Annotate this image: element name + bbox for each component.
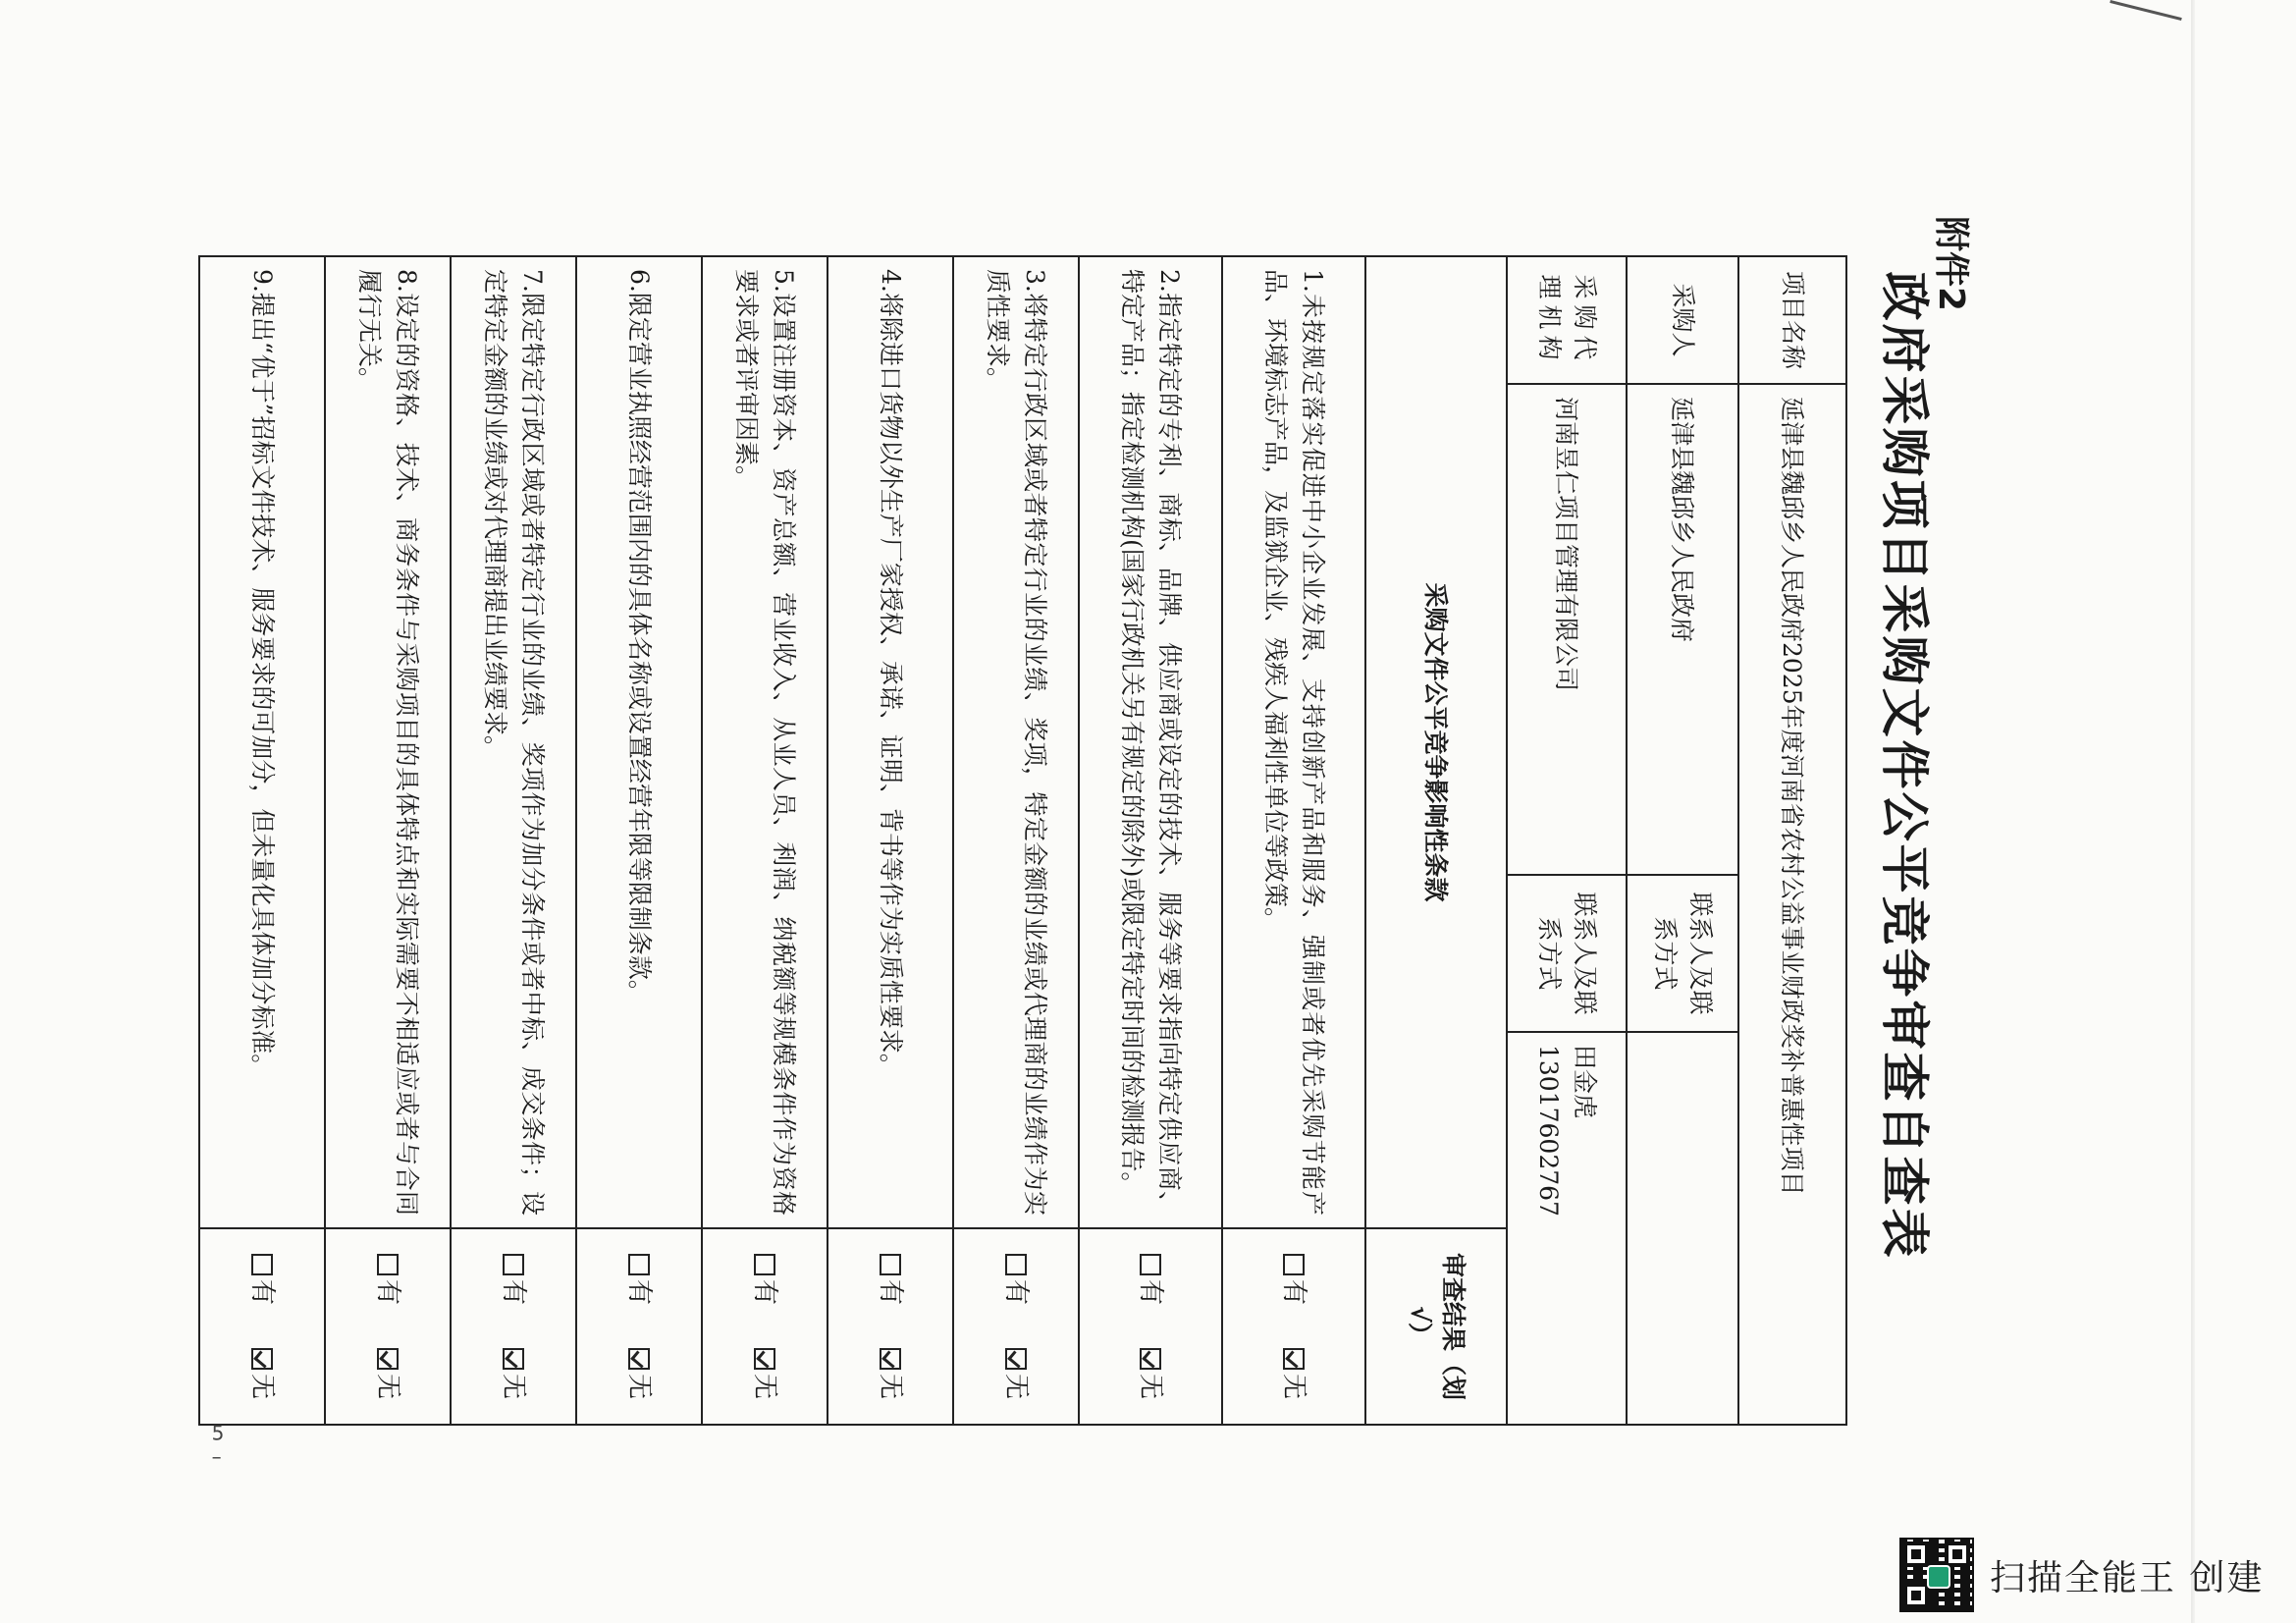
row-agency (1507, 256, 1627, 1425)
clause-result (1222, 1228, 1365, 1425)
option-no-label: 无 (499, 1374, 529, 1400)
scan-edge (2191, 0, 2195, 1623)
clause-list (199, 256, 1365, 1425)
agency-contact-label: 联系人及联系方式 (1507, 875, 1627, 1032)
row-project-name (1738, 256, 1846, 1425)
scan-mark (2103, 0, 2182, 49)
option-yes-label: 有 (1136, 1279, 1166, 1306)
checkbox-yes[interactable] (252, 1254, 274, 1275)
attachment-label: 附件2 (1931, 216, 1971, 312)
option-yes-label: 有 (247, 1279, 278, 1306)
checkbox-no[interactable] (1141, 1348, 1162, 1370)
checkbox-yes[interactable] (1006, 1254, 1028, 1275)
result-header: 审查结果（划√） (1365, 1228, 1507, 1425)
clause-row (828, 256, 953, 1425)
checkbox-yes[interactable] (629, 1254, 651, 1275)
clause-row (1222, 256, 1365, 1425)
option-yes-label: 有 (373, 1279, 403, 1306)
page-number: 5 – (211, 1421, 225, 1469)
option-yes-label: 有 (750, 1279, 780, 1306)
clause-text: 8.设定的资格、技术、商务条件与采购项目的具体特点和实际需要不相适应或者与合同履行无关。 (325, 256, 451, 1228)
checkbox-yes[interactable] (1141, 1254, 1162, 1275)
option-no-label: 无 (750, 1374, 780, 1400)
clause-result (576, 1228, 702, 1425)
checkbox-yes[interactable] (504, 1254, 525, 1275)
clause-result (953, 1228, 1079, 1425)
purchaser-contact-value (1627, 1032, 1738, 1425)
checkbox-no[interactable] (629, 1348, 651, 1370)
qr-code-icon (1899, 1538, 1974, 1612)
checkbox-no[interactable] (378, 1348, 400, 1370)
clause-row (1079, 256, 1222, 1425)
checkbox-no[interactable] (1006, 1348, 1028, 1370)
clause-text: 5.设置注册资本、资产总额、营业收入、从业人员、利润、纳税额等规模条件作为资格要求或者评审因素。 (702, 256, 828, 1228)
checkbox-no[interactable] (1284, 1348, 1306, 1370)
clause-text: 7.限定特定行政区域或者特定行业的业绩、奖项作为加分条件或者中标、成交条件；设定特定金额的业绩或对代理商提出业绩要求。 (451, 256, 576, 1228)
clause-result (702, 1228, 828, 1425)
purchaser-contact-label: 联系人及联系方式 (1627, 875, 1738, 1032)
option-yes-label: 有 (1001, 1279, 1032, 1306)
rotated-document (153, 216, 1979, 1469)
project-name-label: 项目名称 (1738, 256, 1846, 384)
option-no-label: 无 (624, 1374, 655, 1400)
checkbox-yes[interactable] (755, 1254, 776, 1275)
clause-text: 4.将除进口货物以外生产厂家授权、承诺、证明、背书等作为实质性要求。 (828, 256, 953, 1228)
agency-contact-value (1507, 1032, 1627, 1425)
purchaser-label: 采购人 (1627, 256, 1738, 384)
document-title: 政府采购项目采购文件公平竞争审查自查表 (1876, 271, 1933, 1261)
watermark-text: 扫描全能王 创建 (1990, 1557, 2265, 1598)
clause-row (199, 256, 325, 1425)
clause-text: 1.未按规定落实促进中小企业发展、支持创新产品和服务、强制或者优先采购节能产品、环境标志产品，及监狱企业、残疾人福利性单位等政策。 (1222, 256, 1365, 1228)
clause-row (953, 256, 1079, 1425)
section-header: 采购文件公平竞争影响性条款 (1365, 256, 1507, 1228)
clause-row (702, 256, 828, 1425)
option-yes-label: 有 (499, 1279, 529, 1306)
project-name-value: 延津县魏邱乡人民政府2025年度河南省农村公益事业财政奖补普惠性项目 (1738, 384, 1846, 1425)
agency-contact-phone: 13017602767 (1534, 1045, 1563, 1217)
clause-row (451, 256, 576, 1425)
clause-result (325, 1228, 451, 1425)
clause-result (199, 1228, 325, 1425)
clause-row (576, 256, 702, 1425)
row-purchaser (1627, 256, 1738, 1425)
clause-row (325, 256, 451, 1425)
checkbox-yes[interactable] (378, 1254, 400, 1275)
agency-label: 采购代理机构 (1507, 256, 1627, 384)
clause-text: 3.将特定行政区域或者特定行业的业绩、奖项，特定金额的业绩或代理商的业绩作为实质性要求。 (953, 256, 1079, 1228)
checkbox-no[interactable] (252, 1348, 274, 1370)
checkbox-no[interactable] (881, 1348, 902, 1370)
scanner-watermark (1899, 1538, 2264, 1612)
clause-result (1079, 1228, 1222, 1425)
clause-result (451, 1228, 576, 1425)
clause-result (828, 1228, 953, 1425)
option-no-label: 无 (876, 1374, 906, 1400)
checkbox-yes[interactable] (1284, 1254, 1306, 1275)
option-no-label: 无 (247, 1374, 278, 1400)
purchaser-value: 延津县魏邱乡人民政府 (1627, 384, 1738, 875)
option-no-label: 无 (1001, 1374, 1032, 1400)
option-no-label: 无 (1136, 1374, 1166, 1400)
checkbox-no[interactable] (755, 1348, 776, 1370)
option-yes-label: 有 (624, 1279, 655, 1306)
option-yes-label: 有 (1279, 1279, 1309, 1306)
review-table (198, 255, 1847, 1426)
row-section-header (1365, 256, 1507, 1425)
option-yes-label: 有 (876, 1279, 906, 1306)
option-no-label: 无 (373, 1374, 403, 1400)
checkbox-no[interactable] (504, 1348, 525, 1370)
checkbox-yes[interactable] (881, 1254, 902, 1275)
agency-contact-name: 田金虎 (1571, 1045, 1599, 1119)
clause-text: 2.指定特定的专利、商标、品牌、供应商或设定的技术、服务等要求指向特定供应商、特定产品；指定检测机构(国家行政机关另有规定的除外)或限定特定时间的检测报告。 (1079, 256, 1222, 1228)
option-no-label: 无 (1279, 1374, 1309, 1400)
clause-text: 6.限定营业执照经营范围内的具体名称或设置经营年限等限制条款。 (576, 256, 702, 1228)
agency-value: 河南昱仁项目管理有限公司 (1507, 384, 1627, 875)
clause-text: 9.提出“优于”招标文件技术、服务要求的可加分，但未量化具体加分标准。 (199, 256, 325, 1228)
